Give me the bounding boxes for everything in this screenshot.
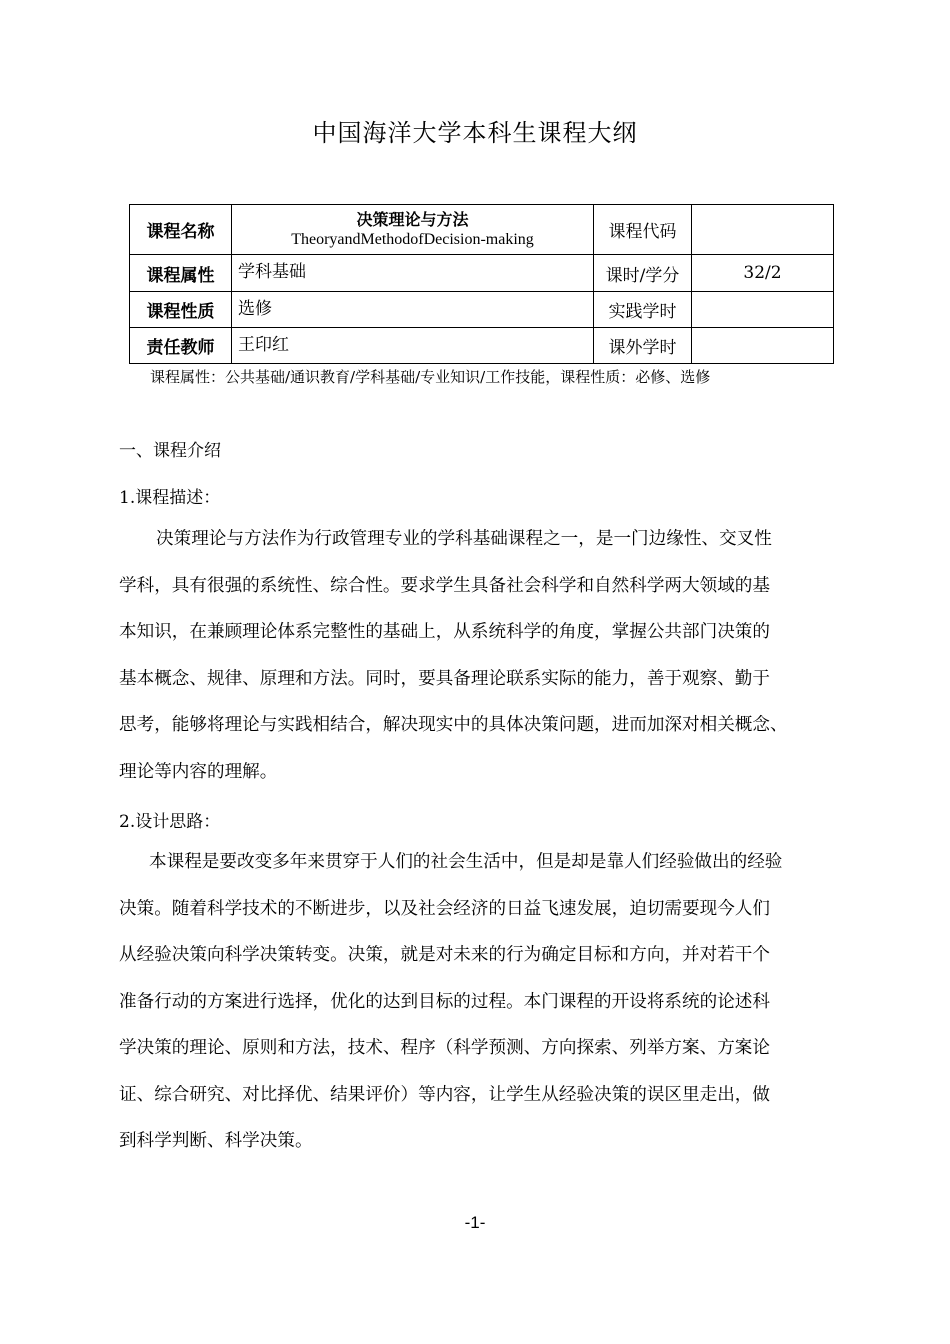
extra-hours-label: 课外学时 (594, 328, 692, 364)
course-name-en: TheoryandMethodofDecision-making (291, 230, 534, 248)
paragraph-line: 学科，具有很强的系统性、综合性。要求学生具备社会科学和自然科学两大领域的基 (119, 575, 770, 596)
paragraph-line: 从经验决策向科学决策转变。决策，就是对未来的行为确定目标和方向，并对若干个 (119, 945, 770, 965)
page-number: -1- (464, 1213, 486, 1232)
design-paragraph (119, 839, 859, 1165)
course-name-zh: 决策理论与方法 (356, 209, 469, 229)
table-footnote: 课程属性：公共基础/通识教育/学科基础/专业知识/工作技能，课程性质：必修、选修 (150, 368, 711, 386)
document-title: 中国海洋大学本科生课程大纲 (312, 119, 638, 147)
paragraph-line: 本知识，在兼顾理论体系完整性的基础上，从系统科学的角度，掌握公共部门决策的 (119, 622, 770, 642)
paragraph-line: 准备行动的方案进行选择，优化的达到目标的过程。本门课程的开设将系统的论述科 (119, 991, 770, 1012)
description-paragraph (119, 516, 859, 795)
paragraph-line: 理论等内容的理解。 (119, 761, 278, 782)
paragraph-line: 学决策的理论、原则和方法，技术、程序（科学预测、方向探索、列举方案、方案论 (119, 1038, 770, 1058)
section-heading-intro: 一、课程介绍 (119, 441, 221, 461)
paragraph-line: 决策。随着科学技术的不断进步，以及社会经济的日益飞速发展，迫切需要现今人们 (119, 898, 770, 919)
course-attribute-label: 课程属性 (130, 255, 232, 292)
course-nature-label: 课程性质 (130, 292, 232, 328)
paragraph-line: 思考，能够将理论与实践相结合，解决现实中的具体决策问题，进而加深对相关概念、 (119, 715, 788, 735)
paragraph-line: 本课程是要改变多年来贯穿于人们的社会生活中，但是却是靠人们经验做出的经验 (149, 852, 783, 872)
course-nature-value: 选修 (232, 292, 594, 328)
course-code-label: 课程代码 (594, 205, 692, 255)
practice-hours-value (692, 292, 834, 328)
course-info-table (129, 204, 834, 364)
hours-credits-value: 32/2 (692, 255, 834, 292)
course-name-label: 课程名称 (130, 205, 232, 255)
course-attribute-value: 学科基础 (232, 255, 594, 292)
paragraph-line: 决策理论与方法作为行政管理专业的学科基础课程之一，是一门边缘性、交叉性 (156, 529, 772, 549)
paragraph-line: 证、综合研究、对比择优、结果评价）等内容，让学生从经验决策的误区里走出，做 (119, 1084, 770, 1105)
subheading-design: 2.设计思路： (119, 812, 221, 832)
subheading-description: 1.课程描述： (119, 488, 221, 508)
course-name-cell (232, 205, 594, 255)
hours-credits-label: 课时/学分 (594, 255, 692, 292)
paragraph-line: 到科学判断、科学决策。 (119, 1131, 313, 1151)
teacher-label: 责任教师 (130, 328, 232, 364)
paragraph-line: 基本概念、规律、原理和方法。同时，要具备理论联系实际的能力，善于观察、勤于 (119, 668, 770, 689)
course-code-value (692, 205, 834, 255)
practice-hours-label: 实践学时 (594, 292, 692, 328)
teacher-value: 王印红 (232, 328, 594, 364)
extra-hours-value (692, 328, 834, 364)
